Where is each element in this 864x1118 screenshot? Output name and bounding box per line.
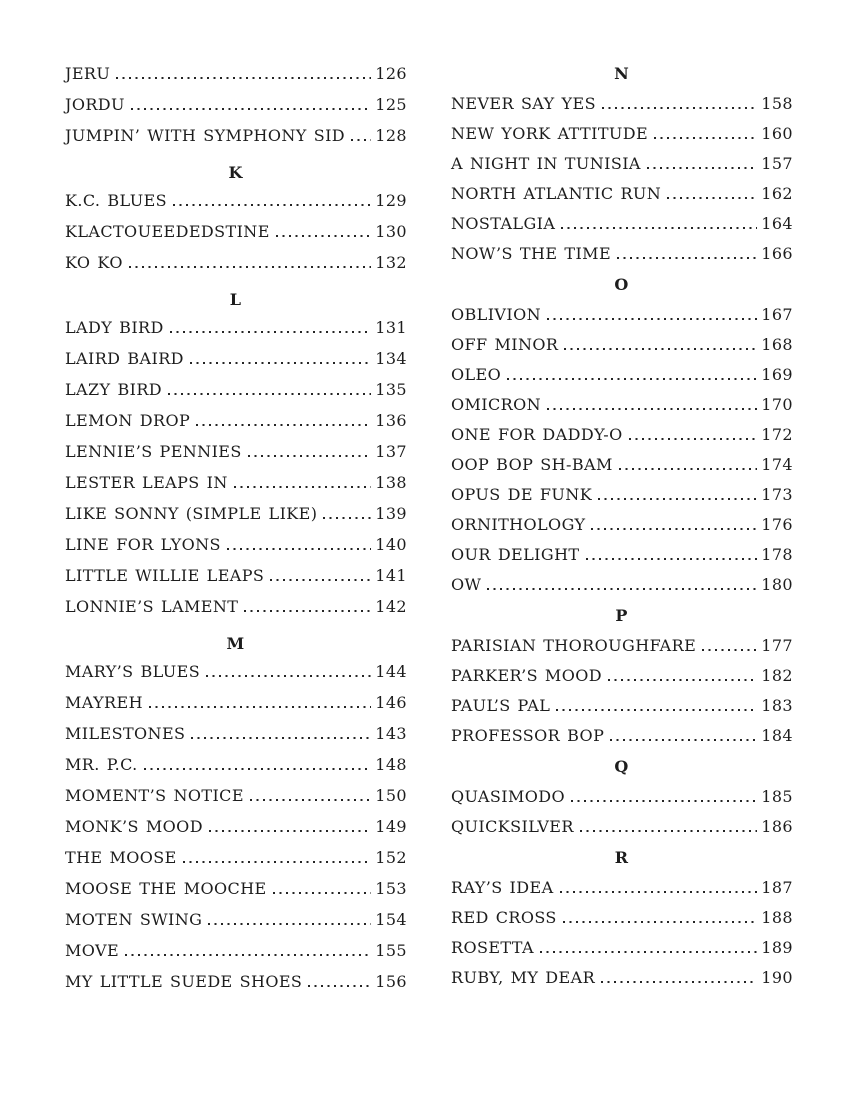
song-title: LINE FOR LYONS	[65, 535, 221, 554]
toc-entry	[65, 662, 407, 681]
dot-leader	[667, 197, 757, 199]
song-title: JERU	[65, 64, 111, 83]
dot-leader	[563, 921, 757, 923]
toc-entry	[451, 335, 793, 354]
toc-section-continued	[65, 64, 407, 145]
toc-entry	[451, 94, 793, 113]
toc-entry	[451, 455, 793, 474]
song-title: LONNIE’S LAMENT	[65, 597, 239, 616]
toc-section-p	[451, 606, 793, 745]
page-number: 168	[761, 335, 793, 354]
page-number: 188	[761, 908, 793, 927]
dot-leader	[540, 951, 757, 953]
dot-leader	[654, 137, 757, 139]
page-number: 170	[761, 395, 793, 414]
song-title: ONE FOR DADDY-O	[451, 425, 623, 444]
toc-section-l	[65, 290, 407, 616]
toc-entry	[451, 365, 793, 384]
song-title: OOP BOP SH-BAM	[451, 455, 613, 474]
page-number: 148	[375, 755, 407, 774]
toc-entry	[451, 425, 793, 444]
dot-leader	[564, 348, 757, 350]
toc-entry	[65, 64, 407, 83]
dot-leader	[144, 768, 372, 770]
song-title: LAZY BIRD	[65, 380, 162, 399]
toc-entry	[65, 597, 407, 616]
dot-leader	[209, 830, 371, 832]
song-title: MOMENT’S NOTICE	[65, 786, 244, 805]
page-number: 176	[761, 515, 793, 534]
dot-leader	[168, 393, 371, 395]
toc-entry	[65, 318, 407, 337]
toc-entry	[451, 726, 793, 745]
toc-columns	[65, 64, 793, 1003]
toc-entry	[451, 696, 793, 715]
dot-leader	[556, 709, 757, 711]
toc-entry	[451, 154, 793, 173]
dot-leader	[273, 892, 372, 894]
toc-entry	[65, 380, 407, 399]
page-number: 130	[375, 222, 407, 241]
page-number: 177	[761, 636, 793, 655]
toc-entry	[65, 473, 407, 492]
song-title: MILESTONES	[65, 724, 186, 743]
dot-leader	[116, 77, 371, 79]
toc-entry	[451, 515, 793, 534]
song-title: MOOSE THE MOOCHE	[65, 879, 267, 898]
page-number: 172	[761, 425, 793, 444]
page-number: 183	[761, 696, 793, 715]
dot-leader	[617, 257, 757, 259]
page-number: 128	[375, 126, 407, 145]
page-number: 146	[375, 693, 407, 712]
page-number: 169	[761, 365, 793, 384]
song-title: NEVER SAY YES	[451, 94, 596, 113]
song-title: MR. P.C.	[65, 755, 138, 774]
dot-leader	[173, 204, 371, 206]
toc-entry	[65, 253, 407, 272]
song-title: NOSTALGIA	[451, 214, 556, 233]
song-title: JORDU	[65, 95, 125, 114]
toc-entry	[451, 545, 793, 564]
dot-leader	[129, 266, 371, 268]
toc-entry	[65, 442, 407, 461]
dot-leader	[170, 331, 372, 333]
section-letter-heading: R	[614, 848, 630, 867]
page-number: 137	[375, 442, 407, 461]
page-number: 182	[761, 666, 793, 685]
page-number: 134	[375, 349, 407, 368]
toc-section-o	[451, 275, 793, 594]
song-title: OLEO	[451, 365, 502, 384]
dot-leader	[191, 737, 371, 739]
toc-column-left	[65, 64, 407, 1003]
page-number: 140	[375, 535, 407, 554]
dot-leader	[547, 318, 757, 320]
page-number: 162	[761, 184, 793, 203]
dot-leader	[206, 675, 371, 677]
toc-section-m	[65, 634, 407, 991]
toc-entry	[451, 305, 793, 324]
dot-leader	[227, 548, 371, 550]
song-title: OUR DELIGHT	[451, 545, 580, 564]
song-title: KO KO	[65, 253, 123, 272]
page-number: 158	[761, 94, 793, 113]
page-number: 174	[761, 455, 793, 474]
song-title: PARKER’S MOOD	[451, 666, 602, 685]
section-letter-heading: K	[228, 163, 244, 182]
page-number: 156	[375, 972, 407, 991]
song-title: OFF MINOR	[451, 335, 559, 354]
toc-entry	[65, 941, 407, 960]
page-number: 136	[375, 411, 407, 430]
toc-entry	[65, 786, 407, 805]
toc-entry	[451, 968, 793, 987]
dot-leader	[125, 954, 371, 956]
song-title: JUMPIN’ WITH SYMPHONY SID	[65, 126, 346, 145]
page-number: 131	[375, 318, 407, 337]
page-number: 149	[375, 817, 407, 836]
toc-entry	[451, 184, 793, 203]
section-letter-heading: O	[614, 275, 630, 294]
section-letter-heading: P	[615, 606, 629, 625]
dot-leader	[561, 227, 757, 229]
toc-entry	[451, 908, 793, 927]
dot-leader	[619, 468, 758, 470]
song-title: MAYREH	[65, 693, 143, 712]
dot-leader	[190, 362, 371, 364]
dot-leader	[183, 861, 372, 863]
dot-leader	[702, 649, 757, 651]
dot-leader	[276, 235, 371, 237]
dot-leader	[580, 830, 757, 832]
song-title: LESTER LEAPS IN	[65, 473, 228, 492]
toc-entry	[65, 95, 407, 114]
page-number: 152	[375, 848, 407, 867]
page-number: 150	[375, 786, 407, 805]
song-title: NEW YORK ATTITUDE	[451, 124, 649, 143]
page-number: 166	[761, 244, 793, 263]
toc-section-r	[451, 848, 793, 987]
toc-entry	[65, 693, 407, 712]
dot-leader	[244, 610, 371, 612]
dot-leader	[598, 498, 757, 500]
toc-entry	[451, 244, 793, 263]
dot-leader	[487, 588, 757, 590]
toc-column-right	[451, 64, 793, 1003]
section-letter-heading: L	[229, 290, 243, 309]
dot-leader	[647, 167, 757, 169]
page-number: 132	[375, 253, 407, 272]
toc-section-k	[65, 163, 407, 272]
dot-leader	[149, 706, 371, 708]
dot-leader	[602, 107, 757, 109]
toc-entry	[451, 878, 793, 897]
song-title: LAIRD BAIRD	[65, 349, 184, 368]
toc-entry	[65, 724, 407, 743]
toc-section-q	[451, 757, 793, 836]
dot-leader	[270, 579, 371, 581]
song-title: OBLIVION	[451, 305, 542, 324]
song-title: OW	[451, 575, 482, 594]
dot-leader	[248, 455, 372, 457]
section-letter-heading: Q	[614, 757, 630, 776]
page-number: 138	[375, 473, 407, 492]
toc-entry	[65, 504, 407, 523]
song-title: RUBY, MY DEAR	[451, 968, 596, 987]
song-title: OPUS DE FUNK	[451, 485, 593, 504]
song-title: ROSETTA	[451, 938, 534, 957]
page-number: 184	[761, 726, 793, 745]
page-number: 126	[375, 64, 407, 83]
toc-entry	[65, 879, 407, 898]
dot-leader	[629, 438, 758, 440]
toc-entry	[65, 817, 407, 836]
page-number: 157	[761, 154, 793, 173]
page-number: 160	[761, 124, 793, 143]
page-number: 135	[375, 380, 407, 399]
dot-leader	[586, 558, 758, 560]
song-title: MOVE	[65, 941, 120, 960]
dot-leader	[560, 891, 758, 893]
page-number: 185	[761, 787, 793, 806]
song-title: KLACTOUEEDEDSTINE	[65, 222, 270, 241]
song-title: QUICKSILVER	[451, 817, 574, 836]
dot-leader	[323, 517, 371, 519]
dot-leader	[131, 108, 371, 110]
page-number: 144	[375, 662, 407, 681]
dot-leader	[208, 923, 371, 925]
toc-entry	[451, 787, 793, 806]
song-title: A NIGHT IN TUNISIA	[451, 154, 641, 173]
dot-leader	[234, 486, 372, 488]
page-number: 142	[375, 597, 407, 616]
dot-leader	[250, 799, 371, 801]
toc-entry	[65, 222, 407, 241]
page-number: 164	[761, 214, 793, 233]
page-number: 139	[375, 504, 407, 523]
toc-entry	[65, 566, 407, 585]
page-number: 141	[375, 566, 407, 585]
toc-entry	[451, 636, 793, 655]
song-title: THE MOOSE	[65, 848, 177, 867]
song-title: MOTEN SWING	[65, 910, 203, 929]
toc-entry	[65, 411, 407, 430]
page-number: 155	[375, 941, 407, 960]
song-title: LITTLE WILLIE LEAPS	[65, 566, 265, 585]
section-letter-heading: N	[614, 64, 630, 83]
song-title: NORTH ATLANTIC RUN	[451, 184, 662, 203]
song-title: K.C. BLUES	[65, 191, 168, 210]
dot-leader	[308, 985, 371, 987]
toc-entry	[65, 349, 407, 368]
toc-entry	[451, 395, 793, 414]
page-number: 125	[375, 95, 407, 114]
toc-entry	[65, 191, 407, 210]
song-title: PROFESSOR BOP	[451, 726, 605, 745]
toc-entry	[451, 214, 793, 233]
toc-entry	[65, 535, 407, 554]
page-number: 143	[375, 724, 407, 743]
dot-leader	[591, 528, 757, 530]
song-title: PARISIAN THOROUGHFARE	[451, 636, 697, 655]
page-number: 167	[761, 305, 793, 324]
dot-leader	[610, 739, 757, 741]
song-title: MONK’S MOOD	[65, 817, 203, 836]
song-title: LENNIE’S PENNIES	[65, 442, 242, 461]
page-number: 190	[761, 968, 793, 987]
toc-entry	[65, 910, 407, 929]
page-number: 173	[761, 485, 793, 504]
song-title: LIKE SONNY (SIMPLE LIKE)	[65, 504, 318, 523]
toc-entry	[451, 666, 793, 685]
song-title: RED CROSS	[451, 908, 557, 927]
toc-entry	[65, 755, 407, 774]
toc-entry	[65, 972, 407, 991]
section-letter-heading: M	[226, 634, 246, 653]
song-title: PAUL’S PAL	[451, 696, 551, 715]
toc-entry	[451, 485, 793, 504]
page-number: 129	[375, 191, 407, 210]
dot-leader	[196, 424, 371, 426]
song-title: NOW’S THE TIME	[451, 244, 612, 263]
dot-leader	[608, 679, 757, 681]
page-number: 186	[761, 817, 793, 836]
toc-entry	[65, 848, 407, 867]
song-title: ORNITHOLOGY	[451, 515, 586, 534]
page-number: 178	[761, 545, 793, 564]
toc-entry	[451, 938, 793, 957]
song-title: LEMON DROP	[65, 411, 191, 430]
song-title: MARY’S BLUES	[65, 662, 201, 681]
song-title: MY LITTLE SUEDE SHOES	[65, 972, 303, 991]
page-number: 189	[761, 938, 793, 957]
song-title: OMICRON	[451, 395, 542, 414]
toc-section-n	[451, 64, 793, 263]
song-title: LADY BIRD	[65, 318, 164, 337]
page-number: 187	[761, 878, 793, 897]
toc-entry	[451, 124, 793, 143]
toc-entry	[65, 126, 407, 145]
dot-leader	[547, 408, 757, 410]
song-title: RAY’S IDEA	[451, 878, 554, 897]
toc-entry	[451, 817, 793, 836]
page-number: 180	[761, 575, 793, 594]
dot-leader	[351, 139, 371, 141]
song-title: QUASIMODO	[451, 787, 565, 806]
dot-leader	[571, 800, 757, 802]
dot-leader	[601, 981, 757, 983]
dot-leader	[507, 378, 757, 380]
toc-entry	[451, 575, 793, 594]
page-number: 154	[375, 910, 407, 929]
page-number: 153	[375, 879, 407, 898]
